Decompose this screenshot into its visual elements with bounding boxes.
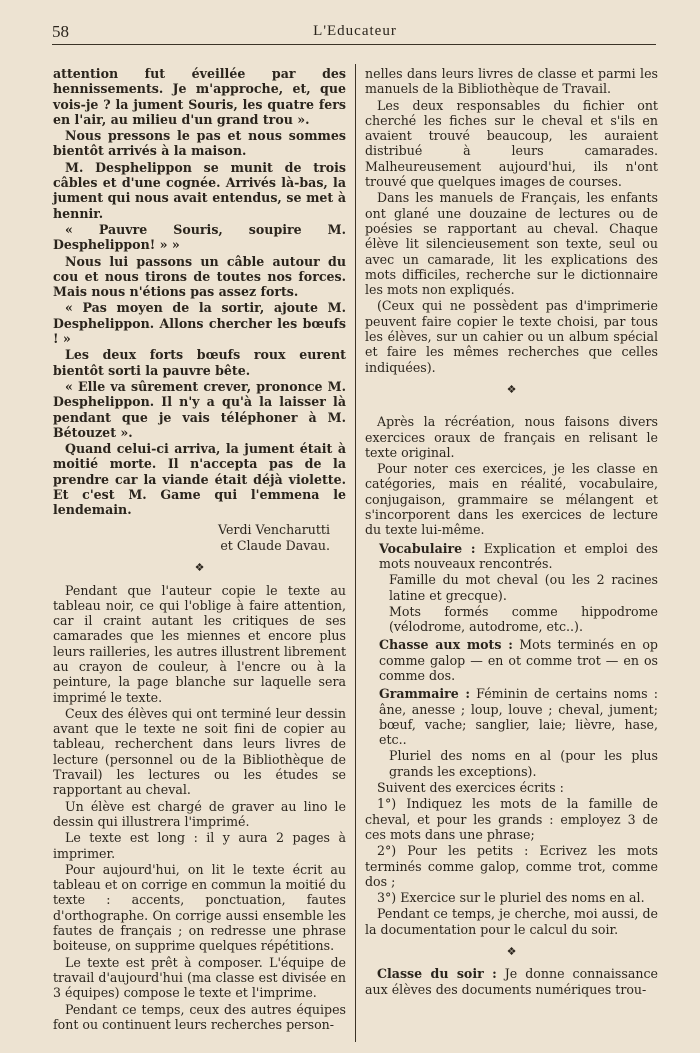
category-grammaire	[365, 686, 658, 747]
paragraph: « Pauvre Souris, soupire M. Desphelippon! » »	[53, 221, 346, 253]
exercise-categories	[365, 541, 658, 779]
header-rule	[52, 44, 656, 45]
paragraph: « Elle va sûrement crever, prononce M. Desphelippon. Il n'y a qu'à la laisser là pendant que je vais téléphoner à M. Bétouzet ».	[53, 378, 346, 440]
paragraph: M. Desphelippon se munit de trois câbles et d'une cognée. Arrivés là-bas, la jument qui nous avait entendus, se met à hennir.	[53, 159, 346, 221]
right-column	[365, 66, 658, 998]
section-label: Classe du soir :	[377, 966, 497, 982]
paragraph: Le texte est prêt à composer. L'équipe de travail d'aujourd'hui (ma classe est divisée en 3 équipes) compose le texte et l'imprime.	[53, 954, 346, 1001]
paragraph: Les deux forts bœufs roux eurent bientôt sorti la pauvre bête.	[53, 347, 346, 378]
exercise-item: 3°) Exercice sur le pluriel des noms en al.	[377, 890, 645, 906]
paragraph: Ceux des élèves qui ont terminé leur dessin avant que le texte ne soit fini de copier au tableau, recherchent dans leurs livres de lecture (personnel ou de la Bibliothèque de Travail) les lectures ou les études se rapportant au cheval.	[53, 705, 346, 798]
category-vocabulaire	[365, 541, 658, 572]
paragraph: Pour aujourd'hui, on lit le texte écrit au tableau et on corrige en commun la moitié du texte : accents, ponctuation, fautes d'orthographe. On corrige aussi ensemble les fautes de français ; on redresse une phrase boiteuse, on supprime quelques répétitions.	[53, 861, 346, 954]
paragraph: Un élève est chargé de graver au lino le dessin qui illustrera l'imprimé.	[53, 798, 346, 829]
signature-line: Verdi Vencharutti	[218, 521, 330, 537]
paragraph: « Pas moyen de la sortir, ajoute M. Desphelippon. Allons chercher les bœufs ! »	[53, 300, 346, 347]
paragraph: Nous pressons le pas et nous sommes bientôt arrivés à la maison.	[53, 128, 346, 159]
page-header	[52, 22, 658, 44]
signature-line: et Claude Davau.	[220, 537, 330, 553]
section-text: Je donne connaissance aux élèves des documents numériques trou-	[365, 966, 658, 997]
category-label: Vocabulaire :	[379, 540, 476, 556]
page-number: 58	[52, 22, 69, 41]
category-label: Grammaire :	[379, 686, 470, 702]
category-label: Chasse aux mots :	[379, 637, 513, 653]
category-text: Féminin de certains noms : âne, anesse ; loup, louve ; cheval, jument; bœuf, vache; sanglier, laie; lièvre, hase, etc..	[379, 686, 659, 748]
category-item: Mots formés comme hippodrome (vélodrome, autodrome, etc..).	[389, 603, 658, 635]
left-column	[53, 66, 346, 1033]
section-separator: ❖	[506, 382, 517, 396]
paragraph: Dans les manuels de Français, les enfants ont glané une douzaine de lectures ou de poésies se rapportant au cheval. Chaque élève lit silencieusement son texte, seul ou avec un camarade, lit les explications des mots difficiles, recherche sur le dictionnaire les mots non expliqués.	[365, 190, 658, 298]
category-text: Mots terminés en op comme galop — en ot comme trot — en os comme dos.	[379, 637, 658, 683]
journal-title: L'Educateur	[313, 23, 397, 39]
category-item: Famille du mot cheval (ou les 2 racines latine et grecque).	[389, 572, 658, 603]
exercise-item: 2°) Pour les petits : Ecrivez les mots terminés comme galop, comme trot, comme dos ;	[365, 843, 658, 889]
section-separator: ❖	[506, 945, 517, 959]
category-item: Pluriel des noms en al (pour les plus grands les exceptions).	[389, 748, 658, 779]
paragraph: Pendant que l'auteur copie le texte au tableau noir, ce qui l'oblige à faire attention, car il craint autant les critiques de ses camarades que les miennes et encore plus leurs railleries, les autres illustrent librement au crayon de couleur, à l'encre ou à la peinture, la page blanche sur laquelle sera imprimé le texte.	[53, 582, 346, 705]
column-divider	[355, 64, 356, 1042]
section-separator: ❖	[194, 561, 205, 575]
paragraph: Pendant ce temps, ceux des autres équipes font ou continuent leurs recherches person-	[53, 1001, 346, 1032]
paragraph: Nous lui passons un câble autour du cou et nous tirons de toutes nos forces. Mais nous n'étions pas assez forts.	[53, 253, 346, 300]
paragraph: Quand celui-ci arriva, la jument était à moitié morte. Il n'accepta pas de la prendre car la viande était déjà violette. Et c'est M. Game qui l'emmena le lendemain.	[53, 441, 346, 518]
paragraph: Après la récréation, nous faisons divers exercices oraux de français en relisant le texte original.	[365, 414, 658, 460]
paragraph	[365, 966, 658, 997]
story-excerpt	[53, 66, 346, 518]
paragraph: nelles dans leurs livres de classe et parmi les manuels de la Bibliothèque de Travail.	[365, 66, 658, 97]
paragraph: Pendant ce temps, je cherche, moi aussi, de la documentation pour le calcul du soir.	[365, 906, 658, 937]
paragraph: Suivent des exercices écrits :	[377, 780, 564, 796]
paragraph: attention fut éveillée par des hennissements. Je m'approche, et, que vois-je ? la jument Souris, les quatre fers en l'air, au milieu d'un grand trou ».	[53, 66, 346, 127]
category-chasse	[365, 637, 658, 683]
category-text: Explication et emploi des mots nouveaux rencontrés.	[379, 540, 658, 571]
paragraph: Pour noter ces exercices, je les classe en catégories, mais en réalité, vocabulaire, conjugaison, grammaire se mélangent et s'incorporent dans les exercices de lecture du texte lui-même.	[365, 461, 658, 538]
paragraph: Les deux responsables du fichier ont cherché les fiches sur le cheval et s'ils en avaient trouvé beaucoup, les auraient distribué à leurs camarades. Malheureusement aujourd'hui, ils n'ont trouvé que quelques images de courses.	[365, 97, 658, 190]
exercise-item: 1°) Indiquez les mots de la famille de cheval, et pour les grands : employez 3 de ces mots dans une phrase;	[365, 796, 658, 842]
paragraph: (Ceux qui ne possèdent pas d'imprimerie peuvent faire copier le texte choisi, par tous les élèves, sur un cahier ou un album spécial et faire les mêmes recherches que celles indiquées).	[365, 298, 658, 375]
paragraph: Le texte est long : il y aura 2 pages à imprimer.	[53, 830, 346, 861]
